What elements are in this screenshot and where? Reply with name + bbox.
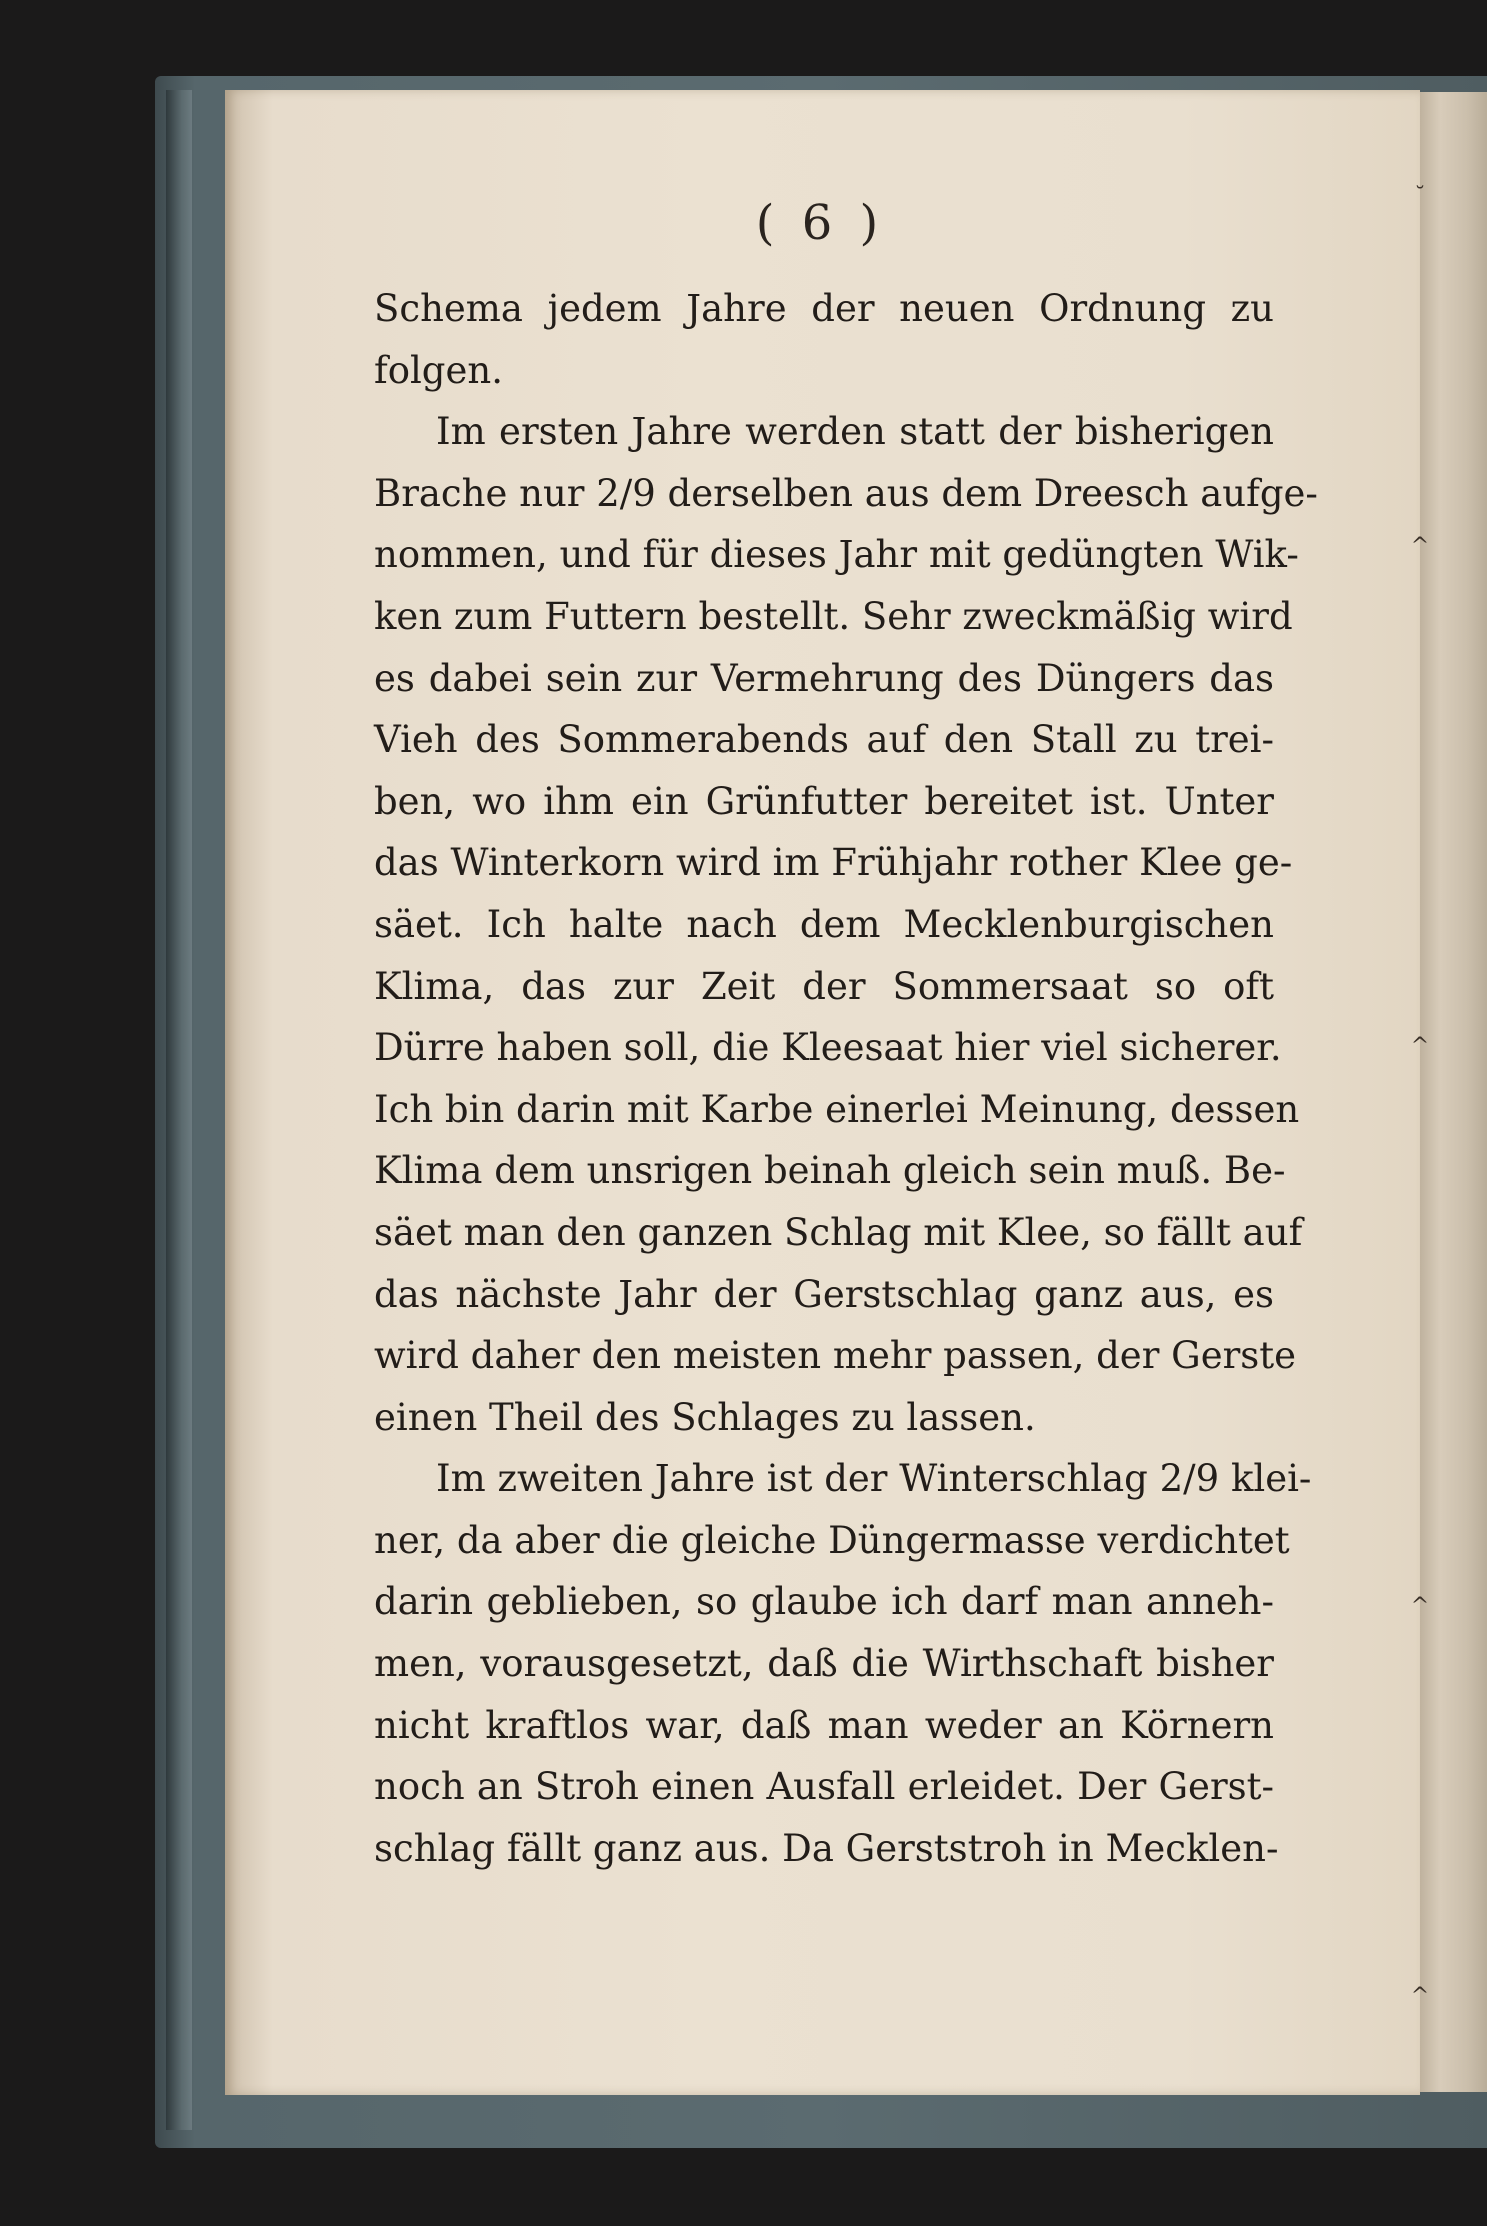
text-line: Schema jedem Jahre der neuen Ordnung zu bbox=[374, 287, 1274, 330]
text-line: folgen. bbox=[374, 348, 503, 392]
text-line: das nächste Jahr der Gerstschlag ganz aus, es bbox=[374, 1272, 1274, 1316]
text-line: Im ersten Jahre werden statt der bisherigen bbox=[436, 410, 1274, 454]
page-edge bbox=[1420, 92, 1487, 2092]
text-line: ben, wo ihm ein Grünfutter bereitet ist. Unter bbox=[374, 779, 1274, 823]
text-line: es dabei sein zur Vermehrung des Düngers das bbox=[374, 656, 1274, 700]
text-line: säet man den ganzen Schlag mit Klee, so fällt auf bbox=[374, 1210, 1303, 1254]
page-edge-mark: ^ bbox=[1410, 1034, 1430, 1059]
text-line: Dürre haben soll, die Kleesaat hier viel sicherer. bbox=[374, 1026, 1282, 1070]
text-line: darin geblieben, so glaube ich darf man anneh- bbox=[374, 1580, 1274, 1624]
book-spine-edge bbox=[166, 90, 192, 2130]
text-line: wird daher den meisten mehr passen, der Gerste bbox=[374, 1334, 1297, 1378]
text-line: ner, da aber die gleiche Düngermasse verdichtet bbox=[374, 1518, 1290, 1562]
page-edge-mark: ^ bbox=[1410, 534, 1430, 559]
text-line: Ich bin darin mit Karbe einerlei Meinung, dessen bbox=[374, 1087, 1300, 1131]
page-edge-mark: ^ bbox=[1410, 1594, 1430, 1619]
text-line: Im zweiten Jahre ist der Winterschlag 2/9 klei- bbox=[436, 1457, 1312, 1501]
text-line: noch an Stroh einen Ausfall erleidet. Der Gerst- bbox=[374, 1765, 1274, 1809]
text-line: schlag fällt ganz aus. Da Gerststroh in Mecklen- bbox=[374, 1826, 1279, 1870]
page-edge-mark: ^ bbox=[1410, 1984, 1430, 2009]
text-line: Vieh des Sommerabends auf den Stall zu trei- bbox=[374, 718, 1274, 762]
text-line: Klima, das zur Zeit der Sommersaat so oft bbox=[374, 964, 1274, 1008]
text-line: einen Theil des Schlages zu lassen. bbox=[374, 1395, 1036, 1439]
text-line: ken zum Futtern bestellt. Sehr zweckmäßig wird bbox=[374, 594, 1293, 638]
text-line: Klima dem unsrigen beinah gleich sein muß. Be- bbox=[374, 1149, 1286, 1193]
text-line: nommen, und für dieses Jahr mit gedüngten Wik- bbox=[374, 533, 1299, 577]
text-line: men, vorausgesetzt, daß die Wirthschaft bisher bbox=[374, 1642, 1274, 1686]
text-line: säet. Ich halte nach dem Mecklenburgischen bbox=[374, 902, 1274, 946]
page-number: ( 6 ) bbox=[755, 195, 885, 251]
text-line: Brache nur 2/9 derselben aus dem Dreesch aufge- bbox=[374, 471, 1318, 515]
page-edge-mark: ˘ bbox=[1414, 184, 1426, 209]
body-text bbox=[374, 278, 1318, 1879]
text-line: das Winterkorn wird im Frühjahr rother Klee ge- bbox=[374, 841, 1293, 885]
text-line: nicht kraftlos war, daß man weder an Körnern bbox=[374, 1703, 1274, 1747]
